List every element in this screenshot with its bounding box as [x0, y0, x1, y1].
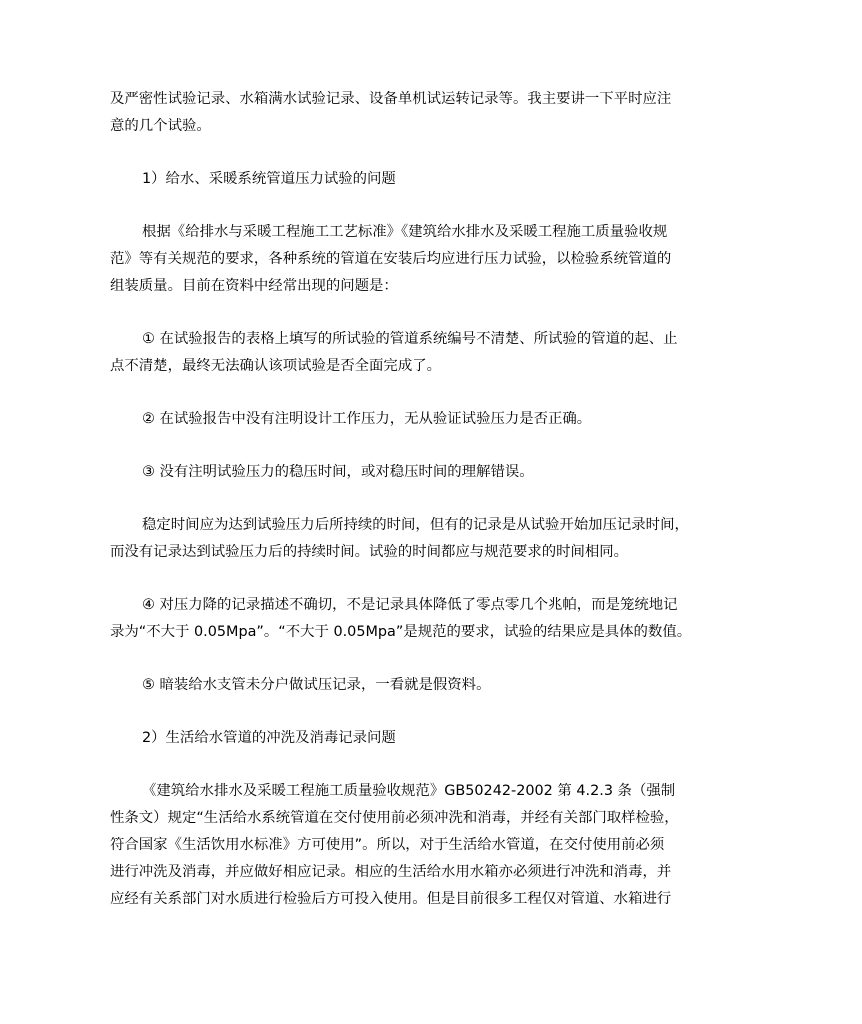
text-line: 应经有关系部门对水质进行检验后方可投入使用。但是目前很多工程仅对管道、水箱进行 — [110, 891, 672, 907]
text-line: 录为“不大于 0.05Mpa”。“不大于 0.05Mpa”是规范的要求，试验的结果应是具体的数值。 — [110, 624, 692, 640]
text-line: ⑤ 暗装给水支管未分户做试压记录，一看就是假资料。 — [142, 677, 491, 693]
text-line: ④ 对压力降的记录描述不确切，不是记录具体降低了零点零几个兆帕，而是笼统地记 — [142, 597, 678, 613]
paragraph-stabilization-time — [110, 512, 772, 566]
text-line: 进行冲洗及消毒，并应做好相应记录。相应的生活给水用水箱亦必须进行冲洗和消毒，并 — [110, 864, 672, 880]
text-line: 组装质量。目前在资料中经常出现的问题是： — [110, 278, 398, 294]
list-item-1 — [110, 326, 772, 380]
paragraph-test-records-intro — [110, 86, 772, 140]
section-heading-1 — [110, 166, 772, 193]
text-line: 根据《给排水与采暖工程施工工艺标准》《建筑给水排水及采暖工程施工质量验收规 — [142, 224, 668, 240]
text-line: ② 在试验报告中没有注明设计工作压力，无从验证试验压力是否正确。 — [142, 411, 592, 427]
text-line: 而没有记录达到试验压力后的持续时间。试验的时间都应与规范要求的时间相同。 — [110, 544, 629, 560]
list-item-3 — [110, 459, 772, 486]
text-line: ① 在试验报告的表格上填写的所试验的管道系统编号不清楚、所试验的管道的起、止 — [142, 331, 678, 347]
text-line: 点不清楚，最终无法确认该项试验是否全面完成了。 — [110, 358, 441, 374]
text-line: 性条文）规定“生活给水系统管道在交付使用前必须冲洗和消毒，并经有关部门取样检验， — [110, 810, 679, 826]
text-line: 2）生活给水管道的冲洗及消毒记录问题 — [142, 730, 396, 746]
list-item-5 — [110, 672, 772, 699]
paragraph-flushing-disinfection — [110, 778, 772, 913]
section-heading-2 — [110, 725, 772, 752]
text-line: ③ 没有注明试验压力的稳压时间，或对稳压时间的理解错误。 — [142, 464, 534, 480]
list-item-2 — [110, 406, 772, 433]
text-line: 符合国家《生活饮用水标准》方可使用”。所以，对于生活给水管道，在交付使用前必须 — [110, 837, 665, 853]
text-line: 《建筑给水排水及采暖工程施工质量验收规范》GB50242-2002 第 4.2.3 条（强制 — [142, 783, 676, 799]
text-line: 范》等有关规范的要求，各种系统的管道在安装后均应进行压力试验，以检验系统管道的 — [110, 251, 672, 267]
text-line: 及严密性试验记录、水箱满水试验记录、设备单机试运转记录等。我主要讲一下平时应注 — [110, 91, 672, 107]
text-line: 意的几个试验。 — [110, 118, 211, 134]
list-item-4 — [110, 592, 772, 646]
paragraph-pressure-test-basis — [110, 219, 772, 300]
text-line: 稳定时间应为达到试验压力后所持续的时间，但有的记录是从试验开始加压记录时间， — [142, 517, 689, 533]
document-page — [110, 86, 772, 913]
text-line: 1）给水、采暖系统管道压力试验的问题 — [142, 171, 396, 187]
